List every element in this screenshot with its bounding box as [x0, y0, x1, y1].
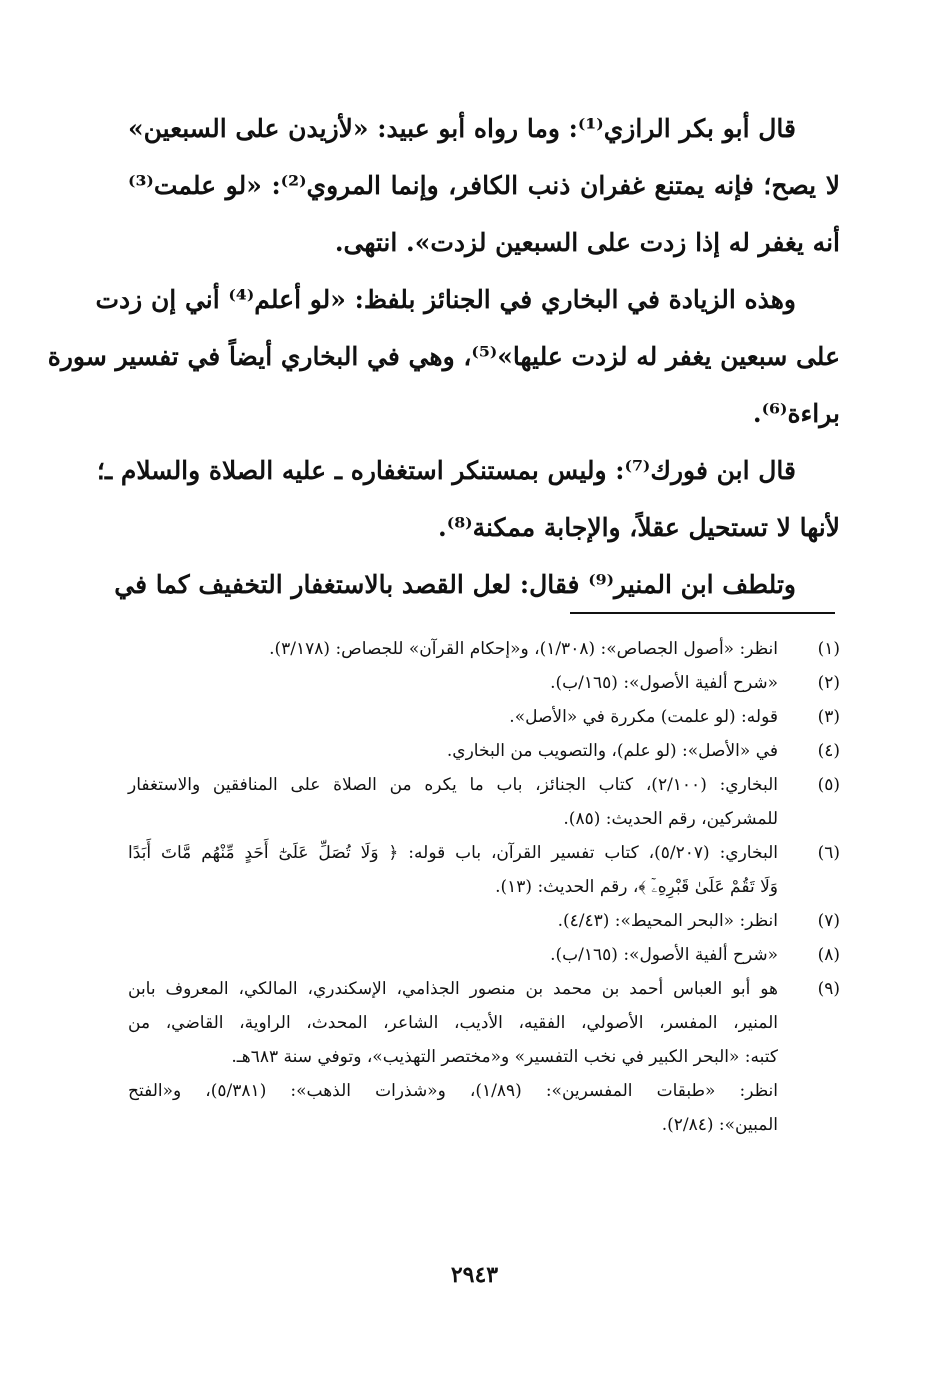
footnote-number: (٧)	[817, 911, 840, 931]
footnote-text: «شرح ألفية الأصول»: (١٦٥/ب).	[550, 945, 778, 965]
text-line: قال ابن فورك⁽⁷⁾: وليس بمستنكر استغفاره ـ عليه الصلاة والسلام ـ؛	[96, 456, 796, 485]
text-line: براءة⁽⁶⁾.	[752, 399, 840, 428]
footnote-number: (٥)	[817, 775, 840, 795]
text-line: أنه يغفر له إذا زدت على السبعين لزدت». انتهى.	[334, 228, 840, 257]
footnote-text: في «الأصل»: (لو علم)، والتصويب من البخاري.	[446, 741, 778, 761]
footnote-text: انظر: «البحر المحيط»: (٤/٤٣).	[557, 911, 778, 931]
text-line: لا يصح؛ فإنه يمتنع غفران ذنب الكافر، وإنما المروي⁽²⁾: «لو علمت⁽³⁾	[128, 171, 841, 200]
footnote-text: البخاري: (٥/٢٠٧)، كتاب تفسير القرآن، باب قوله: ﴿ وَلَا تُصَلِّ عَلَىٰٓ أَحَدٍ مِّنْهُم مَّاتَ أَبَدًا	[128, 843, 778, 863]
footnote-text: «شرح ألفية الأصول»: (١٦٥/ب).	[550, 673, 778, 693]
footnote-2	[128, 666, 840, 700]
footnote-1	[128, 632, 840, 666]
footnote-number: (٦)	[817, 843, 840, 863]
footnote-number: (٣)	[817, 707, 840, 727]
footnote-text: قوله: (لو علمت) مكررة في «الأصل».	[509, 707, 778, 727]
footnote-4	[128, 734, 840, 768]
footnote-text: للمشركين، رقم الحديث: (٨٥).	[563, 809, 778, 829]
footnotes	[128, 632, 840, 1142]
footnote-text: المنير، المفسر، الأصولي، الفقيه، الأديب، الشاعر، المحدث، الراوية، القاضي، من	[128, 1013, 778, 1033]
footnote-text: انظر: «أصول الجصاص»: (١/٣٠٨)، و«إحكام القرآن» للجصاص: (٣/١٧٨).	[269, 639, 778, 659]
footnote-8	[128, 938, 840, 972]
footnote-3	[128, 700, 840, 734]
footnote-5	[128, 768, 840, 836]
text-line: على سبعين يغفر له لزدت عليها»⁽⁵⁾، وهي في البخاري أيضاً في تفسير سورة	[47, 342, 840, 371]
footnote-text: انظر: «طبقات المفسرين»: (١/٨٩)، و«شذرات الذهب»: (٥/٣٨١)، و«الفتح	[128, 1081, 779, 1101]
footnote-text: المبين»: (٢/٨٤).	[661, 1115, 778, 1135]
footnote-number: (١)	[817, 639, 840, 659]
text-line: وهذه الزيادة في البخاري في الجنائز بلفظ: «لو أعلم⁽⁴⁾ أني إن زدت	[95, 285, 796, 314]
footnote-text: هو أبو العباس أحمد بن محمد بن منصور الجذامي، الإسكندري، المالكي، المعروف بابن	[128, 979, 778, 999]
footnote-text: وَلَا تَقُمْ عَلَىٰ قَبْرِهِۦٓ ﴾، رقم الحديث: (١٣).	[495, 877, 778, 897]
footnote-text: كتبه: «البحر الكبير في نخب التفسير» و«مختصر التهذيب»، وتوفي سنة ٦٨٣هـ.	[231, 1047, 778, 1067]
text-line: لأنها لا تستحيل عقلاً، والإجابة ممكنة⁽⁸⁾.	[438, 513, 840, 542]
footnote-number: (٩)	[817, 979, 840, 999]
footnote-text: البخاري: (٢/١٠٠)، كتاب الجنائز، باب ما يكره من الصلاة على المنافقين والاستغفار	[128, 775, 778, 795]
footnote-separator	[570, 612, 835, 614]
page-number: ٢٩٤٣	[450, 1262, 499, 1288]
footnote-number: (٨)	[817, 945, 840, 965]
footnote-9	[128, 972, 840, 1142]
footnote-6	[128, 836, 840, 904]
main-text	[47, 100, 841, 613]
text-line: قال أبو بكر الرازي⁽¹⁾: وما رواه أبو عبيد: «لأزيدن على السبعين»	[128, 114, 796, 143]
text-line: وتلطف ابن المنير⁽⁹⁾ فقال: لعل القصد بالاستغفار التخفيف كما في	[114, 570, 796, 599]
footnote-7	[128, 904, 840, 938]
footnote-number: (٢)	[817, 673, 840, 693]
footnote-number: (٤)	[817, 741, 840, 761]
